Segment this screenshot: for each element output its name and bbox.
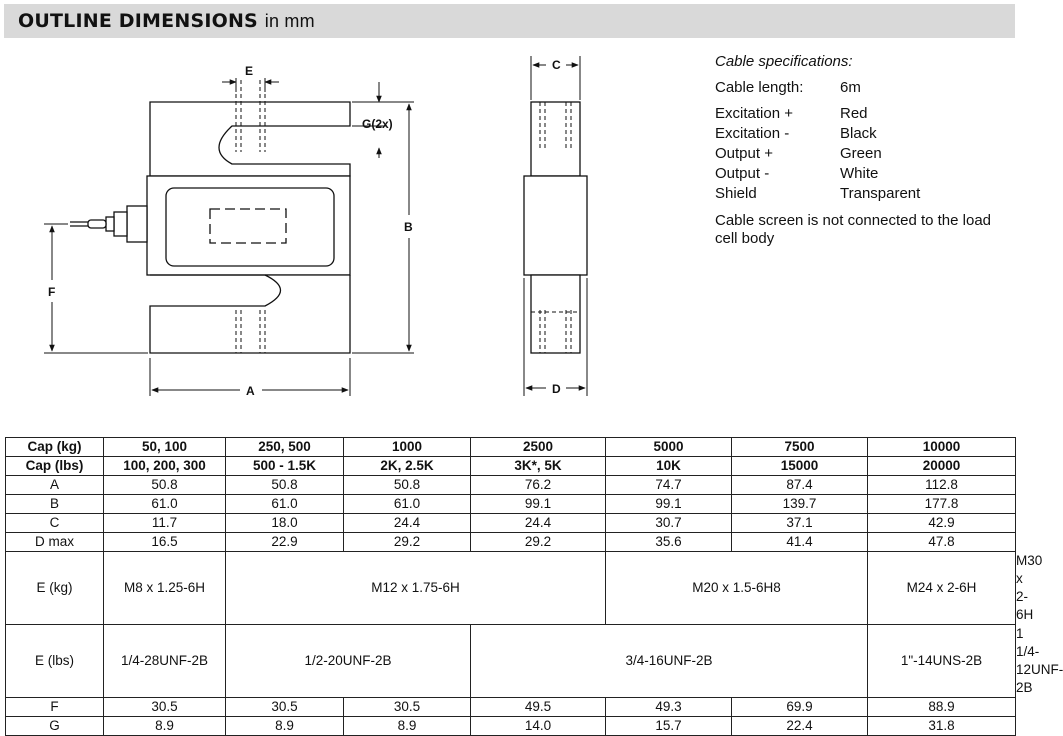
wire-row bbox=[715, 104, 1015, 124]
table-cell: 11.7 bbox=[104, 514, 226, 533]
table-cell: 87.4 bbox=[732, 476, 868, 495]
table-cell: 37.1 bbox=[732, 514, 868, 533]
table-cell: 49.3 bbox=[606, 698, 732, 717]
table-cell: 76.2 bbox=[471, 476, 606, 495]
cable-note bbox=[715, 212, 1015, 248]
table-cell: 16.5 bbox=[104, 533, 226, 552]
wire-label: Excitation - bbox=[715, 125, 790, 142]
table-cell: 61.0 bbox=[344, 495, 471, 514]
wire-color: Black bbox=[840, 125, 877, 142]
table-cell: 50.8 bbox=[226, 476, 344, 495]
front-view bbox=[70, 80, 350, 353]
row-header-cell: E (lbs) bbox=[6, 625, 104, 698]
table-cell: 61.0 bbox=[104, 495, 226, 514]
table-cell: 24.4 bbox=[344, 514, 471, 533]
row-header-cell: Cap (kg) bbox=[6, 438, 104, 457]
cable-note-line: cell body bbox=[715, 230, 775, 247]
table-row bbox=[6, 698, 1016, 717]
table-cell: 1/2-20UNF-2B bbox=[226, 625, 471, 698]
wire-row bbox=[715, 144, 1015, 164]
table-row: E (lbs) 1/4-28UNF-2B 1/2-20UNF-2B 3/4-16UNF-2B 1"-14UNS-2B 1 1/4-12UNF-2B bbox=[6, 625, 1016, 698]
dimensions-table bbox=[5, 437, 1063, 736]
table-cell: M24 x 2-6H bbox=[868, 552, 1016, 625]
table-cell: 15000 bbox=[732, 457, 868, 476]
wire-color: White bbox=[840, 165, 879, 182]
table-cell: 8.9 bbox=[226, 717, 344, 736]
row-header-cell: A bbox=[6, 476, 104, 495]
table-cell: 100, 200, 300 bbox=[104, 457, 226, 476]
side-upper bbox=[531, 102, 580, 176]
table-cell: 30.5 bbox=[226, 698, 344, 717]
table-row bbox=[6, 476, 1016, 495]
row-header-cell: Cap (lbs) bbox=[6, 457, 104, 476]
wire-color: Red bbox=[840, 105, 868, 122]
table-cell: 15.7 bbox=[606, 717, 732, 736]
cable-length-label: Cable length: bbox=[715, 79, 804, 96]
table-cell: M12 x 1.75-6H bbox=[226, 552, 606, 625]
table-cell: 3/4-16UNF-2B bbox=[471, 625, 868, 698]
wire-label: Output - bbox=[715, 165, 770, 182]
table-cell: 49.5 bbox=[471, 698, 606, 717]
table-cell: 31.8 bbox=[868, 717, 1016, 736]
row-header-cell: D max bbox=[6, 533, 104, 552]
table-cell: 42.9 bbox=[868, 514, 1016, 533]
cable-specifications bbox=[715, 52, 1015, 248]
cable-heading: Cable specifications: bbox=[715, 53, 853, 70]
table-cell: 2K, 2.5K bbox=[344, 457, 471, 476]
table-cell: 20000 bbox=[868, 457, 1016, 476]
table-cell: 2500 bbox=[471, 438, 606, 457]
table-cell: 139.7 bbox=[732, 495, 868, 514]
table-cell: 50, 100 bbox=[104, 438, 226, 457]
table-cell: 99.1 bbox=[606, 495, 732, 514]
front-body-lower bbox=[150, 275, 350, 353]
dim-label-f: F bbox=[48, 285, 56, 299]
table-cell: 30.7 bbox=[606, 514, 732, 533]
wire-label: Output + bbox=[715, 145, 773, 162]
dim-label-b: B bbox=[404, 220, 413, 234]
row-header-cell: G bbox=[6, 717, 104, 736]
table-cell: 10000 bbox=[868, 438, 1016, 457]
table-cell: 29.2 bbox=[344, 533, 471, 552]
header-row-lbs bbox=[6, 457, 1016, 476]
table-cell: 112.8 bbox=[868, 476, 1016, 495]
side-view bbox=[524, 102, 587, 353]
table-cell: 74.7 bbox=[606, 476, 732, 495]
table-cell: 3K*, 5K bbox=[471, 457, 606, 476]
row-header-cell: F bbox=[6, 698, 104, 717]
table-row bbox=[6, 717, 1016, 736]
table-cell: 177.8 bbox=[868, 495, 1016, 514]
row-header-cell: E (kg) bbox=[6, 552, 104, 625]
table-cell: 30.5 bbox=[104, 698, 226, 717]
table-cell: 14.0 bbox=[471, 717, 606, 736]
wire-label: Shield bbox=[715, 185, 757, 202]
title-unit: in mm bbox=[264, 11, 315, 31]
table-row: E (kg) M8 x 1.25-6H M12 x 1.75-6H M20 x 1.5-6H8 M24 x 2-6H M30 x 2-6H bbox=[6, 552, 1016, 625]
cable-length-row bbox=[715, 78, 1015, 98]
table-cell: 250, 500 bbox=[226, 438, 344, 457]
wire-row bbox=[715, 124, 1015, 144]
header-row-kg bbox=[6, 438, 1016, 457]
wire-color: Green bbox=[840, 145, 882, 162]
table-cell: 1000 bbox=[344, 438, 471, 457]
dim-label-d: D bbox=[552, 382, 561, 396]
cable-length-value: 6m bbox=[840, 79, 861, 96]
table-cell: 8.9 bbox=[344, 717, 471, 736]
dim-label-e: E bbox=[245, 64, 254, 78]
row-header-cell: B bbox=[6, 495, 104, 514]
dim-label-g: G(2x) bbox=[362, 117, 393, 131]
table-cell: 1/4-28UNF-2B bbox=[104, 625, 226, 698]
table-cell: 24.4 bbox=[471, 514, 606, 533]
table-cell: 8.9 bbox=[104, 717, 226, 736]
cable-note-line: Cable screen is not connected to the load bbox=[715, 212, 992, 229]
wire-label: Excitation + bbox=[715, 105, 793, 122]
table-row bbox=[6, 514, 1016, 533]
row-header-cell: C bbox=[6, 514, 104, 533]
cable-gland bbox=[70, 206, 147, 242]
side-lower bbox=[531, 275, 580, 353]
wire-row bbox=[715, 184, 1015, 204]
table-cell: 29.2 bbox=[471, 533, 606, 552]
table-cell: 61.0 bbox=[226, 495, 344, 514]
table-cell: M20 x 1.5-6H8 bbox=[606, 552, 868, 625]
table-row bbox=[6, 533, 1016, 552]
table-cell: 22.9 bbox=[226, 533, 344, 552]
table-cell: 5000 bbox=[606, 438, 732, 457]
page-title: OUTLINE DIMENSIONS in mm bbox=[18, 10, 315, 32]
table-cell: 7500 bbox=[732, 438, 868, 457]
dim-label-c: C bbox=[552, 58, 561, 72]
table-cell: 30.5 bbox=[344, 698, 471, 717]
table-cell: 18.0 bbox=[226, 514, 344, 533]
table-cell: 35.6 bbox=[606, 533, 732, 552]
table-cell: 1"-14UNS-2B bbox=[868, 625, 1016, 698]
table-cell: 41.4 bbox=[732, 533, 868, 552]
table-row bbox=[6, 495, 1016, 514]
table-cell: 22.4 bbox=[732, 717, 868, 736]
table-cell: 69.9 bbox=[732, 698, 868, 717]
front-center-block bbox=[147, 176, 350, 275]
wire-color: Transparent bbox=[840, 185, 921, 202]
table-cell: 99.1 bbox=[471, 495, 606, 514]
table-cell: M8 x 1.25-6H bbox=[104, 552, 226, 625]
table-cell: 500 - 1.5K bbox=[226, 457, 344, 476]
table-cell: 10K bbox=[606, 457, 732, 476]
front-body-upper bbox=[150, 102, 350, 176]
dim-label-a: A bbox=[246, 384, 255, 398]
table-cell: 50.8 bbox=[104, 476, 226, 495]
table-cell: 88.9 bbox=[868, 698, 1016, 717]
wire-row bbox=[715, 164, 1015, 184]
table-cell: 47.8 bbox=[868, 533, 1016, 552]
table-cell: 50.8 bbox=[344, 476, 471, 495]
side-center bbox=[524, 176, 587, 275]
